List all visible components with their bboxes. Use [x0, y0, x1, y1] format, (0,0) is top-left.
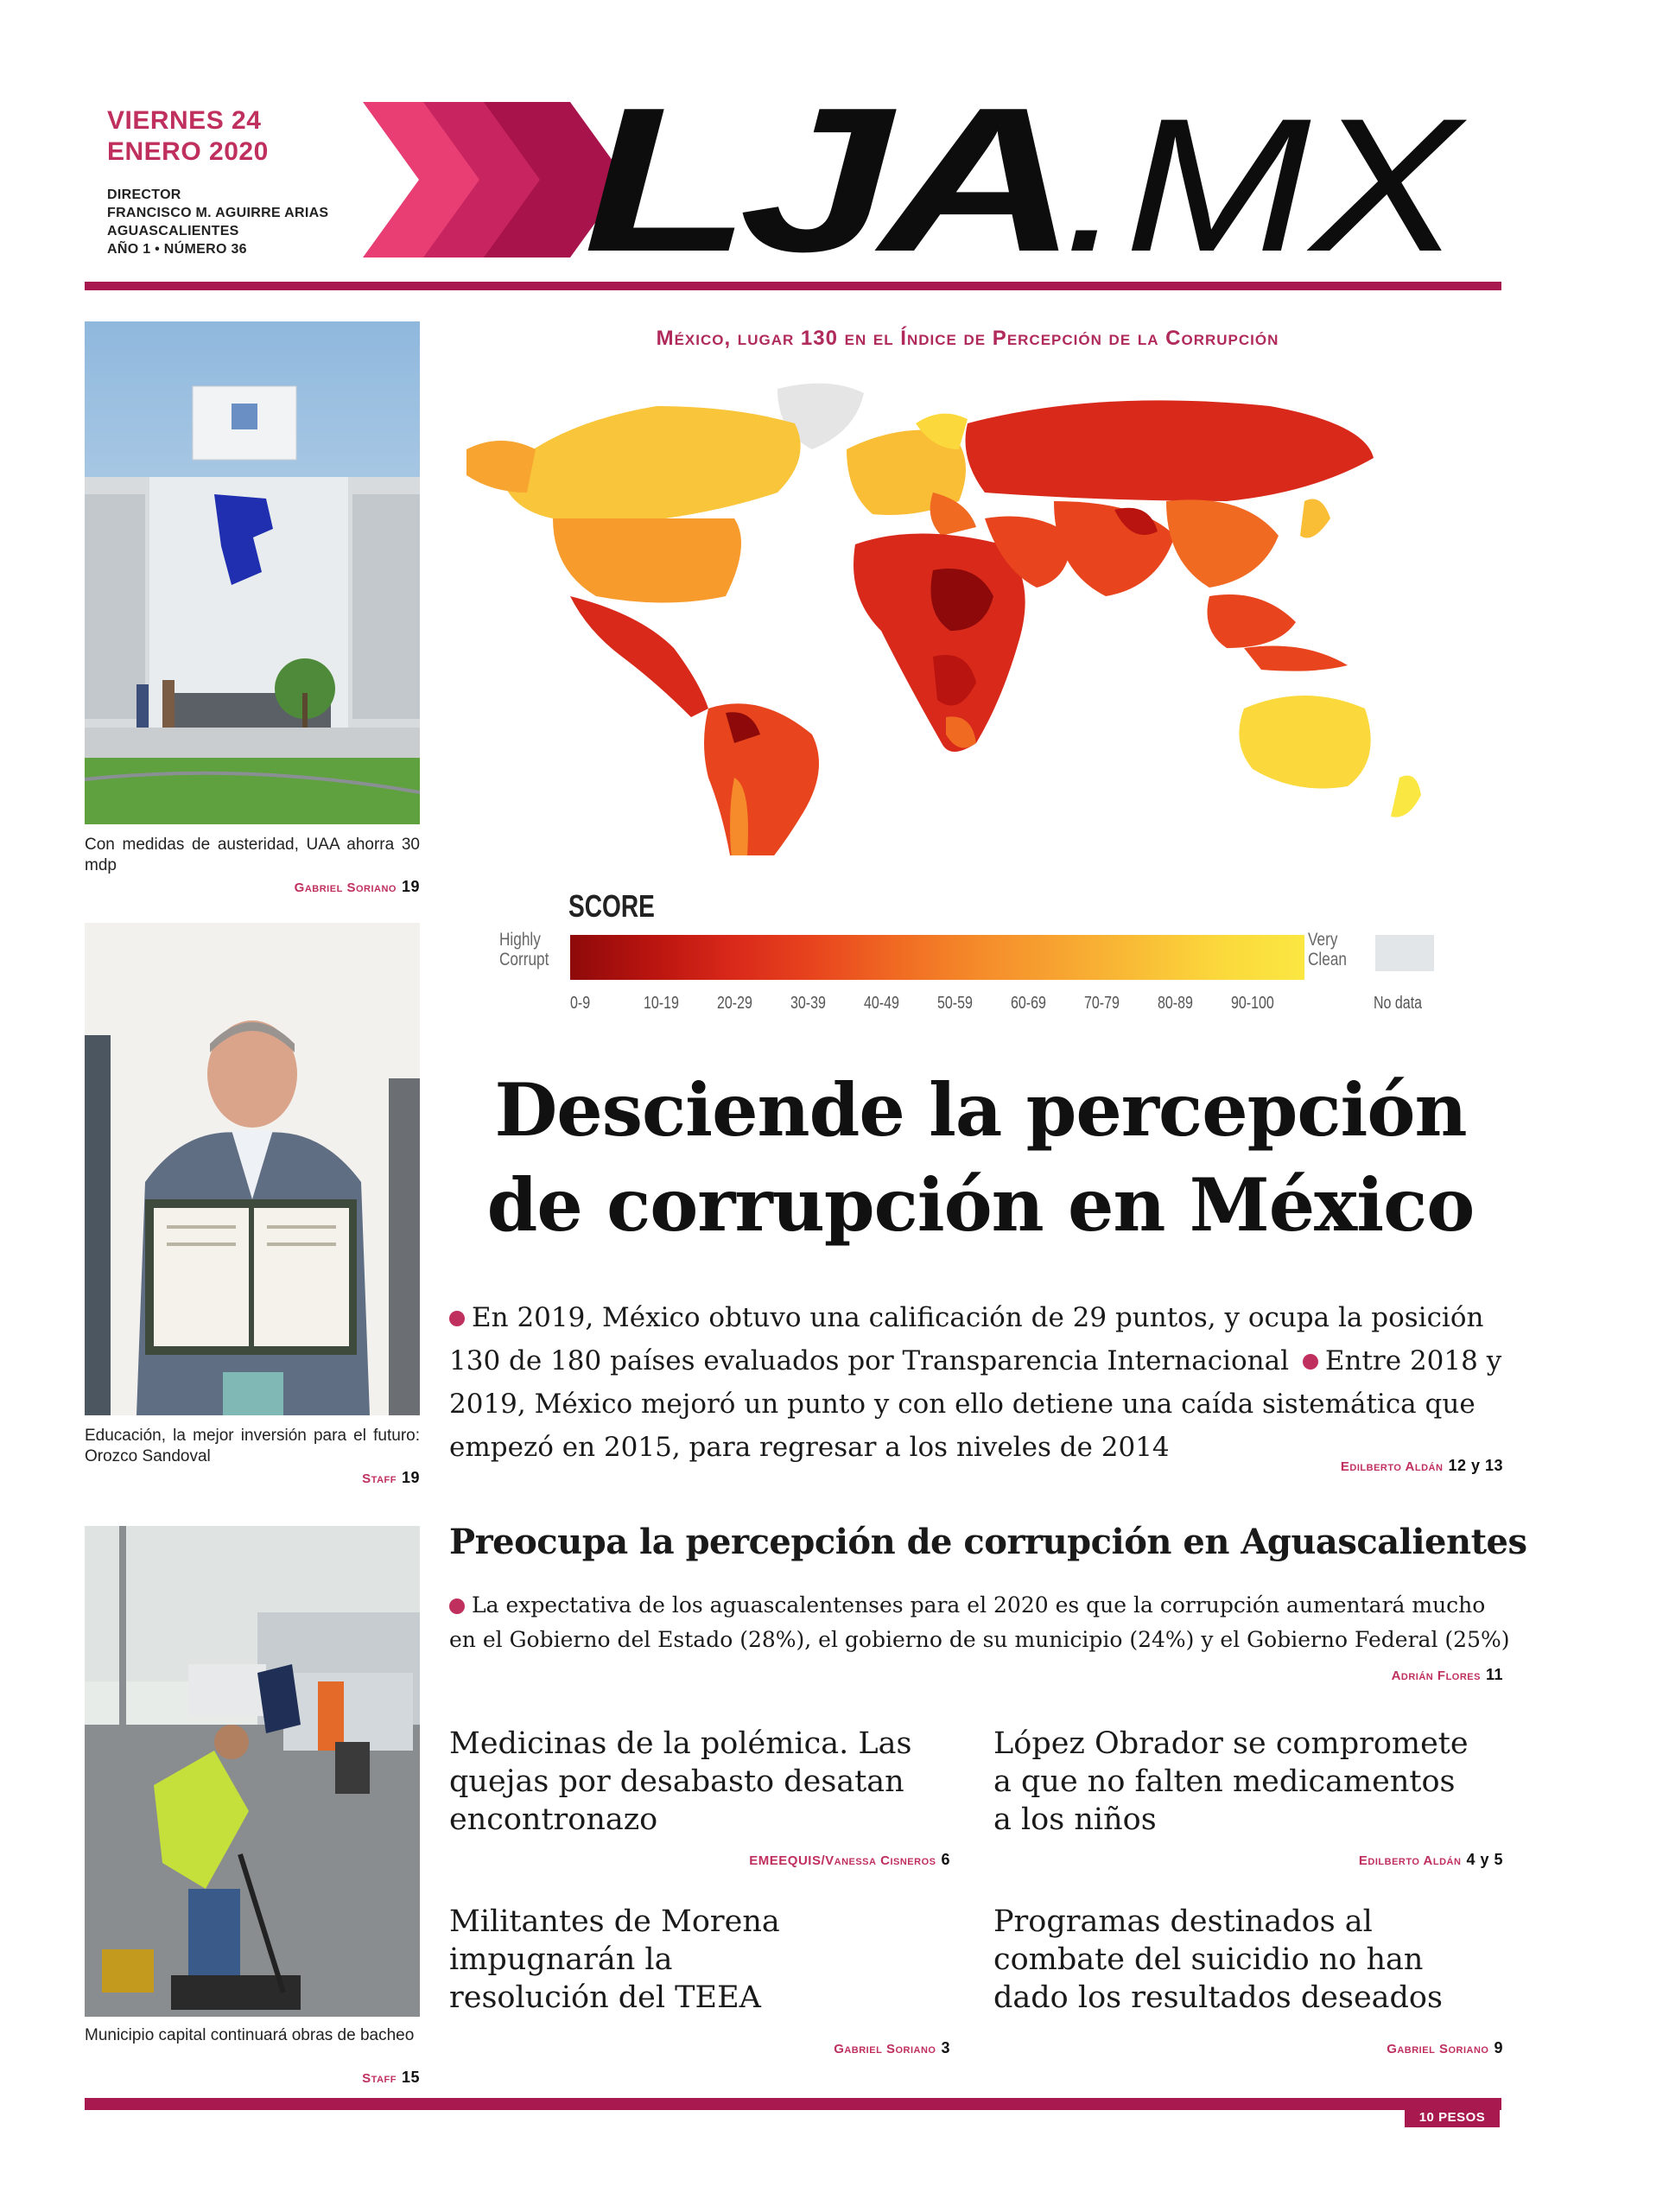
- map-legend-title: SCORE: [568, 888, 655, 924]
- lead-headline[interactable]: [441, 1063, 1520, 1253]
- second-credit[interactable]: [1080, 1666, 1503, 1684]
- legend-range-30-39: 30-39: [790, 994, 826, 1013]
- photo1-caption: Con medidas de austeridad, UAA ahorra 30 mdp: [85, 836, 420, 874]
- story-medicinas[interactable]: Medicinas de la polémica. Las quejas por desabasto desatan encontronazo: [449, 1726, 912, 1837]
- story-amlo-author: Edilberto Aldán: [1358, 1853, 1462, 1868]
- legend-no-data-swatch: [1375, 935, 1434, 971]
- legend-range-90-100: 90-100: [1231, 994, 1274, 1013]
- masthead-info: [107, 186, 328, 258]
- photo3-author: Staff: [362, 2071, 397, 2086]
- photo3-caption: Municipio capital continuará obras de bacheo: [85, 2026, 415, 2044]
- legend-range-20-29: 20-29: [717, 994, 752, 1013]
- bullet-dot-icon: [1303, 1354, 1318, 1370]
- story-medicinas-pages: 6: [941, 1851, 950, 1868]
- director-label: DIRECTOR: [107, 188, 181, 202]
- second-dek: [449, 1588, 1512, 1657]
- lead-headline-line1: Desciende la percepción: [494, 1067, 1467, 1153]
- masthead-rule: [85, 282, 1501, 290]
- world-corruption-map[interactable]: [449, 372, 1443, 855]
- photo2-page: 19: [401, 1469, 420, 1486]
- photo2-caption: Educación, la mejor inversión para el futuro: Orozco Sandoval: [85, 1427, 420, 1465]
- logo-suffix-text: .MX: [1063, 93, 1468, 266]
- roadwork-image-icon: [85, 1526, 420, 2017]
- legend-no-data: No data: [1374, 994, 1423, 1013]
- lja-logo[interactable]: [363, 93, 1503, 266]
- lead-bullet-2: Entre 2018 y 2019, México mejoró un punto y con ello detiene una caída sistemática que empezó en 2015, para regresar a los niveles de 2014: [449, 1345, 1502, 1463]
- photo-governor[interactable]: [85, 923, 420, 1415]
- photo-road-repair[interactable]: [85, 1526, 420, 2017]
- director-name: FRANCISCO M. AGUIRRE ARIAS: [107, 206, 329, 220]
- bullet-dot-icon: [449, 1599, 465, 1614]
- second-author: Adrián Flores: [1391, 1669, 1481, 1683]
- legend-range-70-79: 70-79: [1084, 994, 1120, 1013]
- photo1-author: Gabriel Soriano: [294, 880, 397, 895]
- second-dek-text: La expectativa de los aguascalentenses para el 2020 es que la corrupción aumentará mucho en el Gobierno del Estado (28%), el gobierno de su municipio (24%) y el Gobierno Federal (25%): [449, 1592, 1510, 1652]
- second-headline[interactable]: Preocupa la percepción de corrupción en Aguascalientes: [449, 1522, 1527, 1562]
- footer-rule: [85, 2098, 1501, 2110]
- legend-range-80-89: 80-89: [1158, 994, 1193, 1013]
- story-morena-pages: 3: [941, 2039, 950, 2056]
- photo2-credit[interactable]: [85, 1469, 420, 1487]
- story-medicinas-author: EMEEQUIS/Vanessa Cisneros: [749, 1853, 936, 1868]
- date-month-year: ENERO 2020: [107, 137, 269, 166]
- map-title: México, lugar 130 en el Índice de Percepción de la Corrupción: [656, 327, 1279, 350]
- legend-range-0-9: 0-9: [570, 994, 591, 1013]
- logo-main-text: LJA: [583, 93, 1067, 266]
- story-morena-credit[interactable]: [518, 2039, 950, 2057]
- legend-scale-bar: [570, 935, 1304, 980]
- photo1-credit[interactable]: [85, 878, 420, 896]
- bullet-dot-icon: [449, 1311, 465, 1326]
- building-image-icon: [85, 321, 420, 824]
- story-amlo-medicamentos[interactable]: López Obrador se compromete a que no falten medicamentos a los niños: [993, 1726, 1469, 1837]
- date-day: VIERNES 24: [107, 106, 262, 135]
- lead-dek: [449, 1296, 1520, 1469]
- story-medicinas-credit[interactable]: [518, 1851, 950, 1869]
- photo3-page: 15: [401, 2069, 420, 2086]
- lead-credit[interactable]: [1080, 1457, 1503, 1475]
- legend-ticks: [570, 994, 1304, 1014]
- legend-high-label: Very Clean: [1308, 930, 1347, 969]
- lead-bullet-1: En 2019, México obtuvo una calificación de 29 puntos, y ocupa la posición 130 de 180 países evaluados por Transparencia Internacional: [449, 1302, 1484, 1376]
- issue-number: AÑO 1 • NÚMERO 36: [107, 242, 247, 257]
- lead-pages: 12 y 13: [1448, 1457, 1503, 1474]
- edition-date: [107, 105, 269, 168]
- story-amlo-pages: 4 y 5: [1466, 1851, 1503, 1868]
- legend-range-40-49: 40-49: [864, 994, 899, 1013]
- masthead-city: AGUASCALIENTES: [107, 224, 239, 238]
- legend-low-label: Highly Corrupt: [499, 930, 549, 969]
- photo3-credit[interactable]: [85, 2069, 420, 2087]
- story-suicidio-author: Gabriel Soriano: [1387, 2042, 1489, 2056]
- story-suicidio-credit[interactable]: [1071, 2039, 1503, 2057]
- photo2-author: Staff: [362, 1471, 397, 1486]
- lead-author: Edilberto Aldán: [1340, 1459, 1444, 1474]
- story-amlo-credit[interactable]: [1071, 1851, 1503, 1869]
- legend-range-10-19: 10-19: [644, 994, 679, 1013]
- photo-uaa-building[interactable]: [85, 321, 420, 824]
- second-pages: 11: [1485, 1666, 1503, 1683]
- story-suicidio[interactable]: Programas destinados al combate del suicidio no han dado los resultados deseados: [993, 1904, 1443, 2015]
- world-map-icon: [449, 372, 1443, 855]
- story-suicidio-pages: 9: [1494, 2039, 1503, 2056]
- photo1-page: 19: [401, 878, 420, 895]
- legend-range-50-59: 50-59: [937, 994, 973, 1013]
- story-morena-author: Gabriel Soriano: [834, 2042, 936, 2056]
- governor-image-icon: [85, 923, 420, 1415]
- legend-range-60-69: 60-69: [1011, 994, 1046, 1013]
- price-badge: 10 PESOS: [1405, 2108, 1500, 2127]
- story-morena[interactable]: Militantes de Morena impugnarán la resolución del TEEA: [449, 1904, 780, 2015]
- lead-headline-line2: de corrupción en México: [486, 1162, 1475, 1248]
